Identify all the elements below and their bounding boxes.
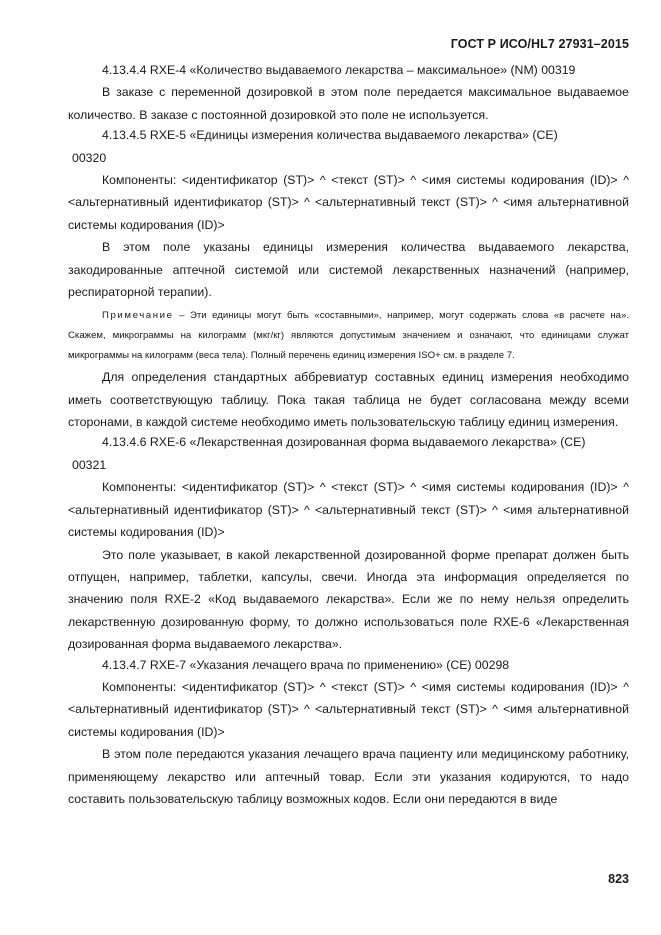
standard-header: ГОСТ Р ИСО/HL7 27931–2015 xyxy=(450,37,629,51)
section-heading: 4.13.4.7 RXE-7 «Указания лечащего врача по применению» (CE) 00298 xyxy=(102,657,510,672)
section-heading xyxy=(68,431,629,476)
page-content xyxy=(68,61,629,810)
page-number: 823 xyxy=(608,872,629,886)
note-lead: Примечание xyxy=(102,310,174,322)
section-heading: 4.13.4.4 RXE-4 «Количество выдаваемого лекарства – максимальное» (NM) 00319 xyxy=(102,63,576,77)
paragraph: Компоненты: <идентификатор (ST)> ^ <текст (ST)> ^ <имя системы кодирования (ID)> ^ <альтернативный идентификатор (ST)> ^ <альтернативный текст (ST)> ^ <имя альтернативной системы кодирования (ID)> xyxy=(68,480,629,540)
paragraph: Для определения стандартных аббревиатур составных единиц измерения необходимо иметь соответствующую таблицу. Пока такая таблица не будет согласована между всеми сторонами, в каждой системе необходимо иметь пользовательскую таблицу единиц измерения. xyxy=(68,370,629,430)
section-heading xyxy=(68,124,629,169)
section-heading-code: 00321 xyxy=(72,457,107,472)
paragraph: В этом поле передаются указания лечащего врача пациенту или медицинскому работнику, применяющему лекарство или аптечный товар. Если эти указания кодируются, то надо составить пользовательскую таблицу возможных кодов. Если они передаются в виде xyxy=(68,747,629,806)
paragraph: В заказе с переменной дозировкой в этом поле передается максимальное выдаваемое количество. В заказе с постоянной дозировкой это поле не используется. xyxy=(68,85,629,122)
paragraph: Компоненты: <идентификатор (ST)> ^ <текст (ST)> ^ <имя системы кодирования (ID)> ^ <альтернативный идентификатор (ST)> ^ <альтернативный текст (ST)> ^ <имя альтернативной системы кодирования (ID)> xyxy=(68,679,629,739)
paragraph: Компоненты: <идентификатор (ST)> ^ <текст (ST)> ^ <имя системы кодирования (ID)> ^ <альтернативный идентификатор (ST)> ^ <альтернативный текст (ST)> ^ <имя альтернативной системы кодирования (ID)> xyxy=(68,173,629,232)
paragraph: Это поле указывает, в какой лекарственной дозированной форме препарат должен быть отпущен, например, таблетки, капсулы, свечи. Иногда эта информация определяется по значению поля RXE-2 «Код выдаваемого лекарства». Если же по нему нельзя определить лекарственную дозированную форму, то должно использоваться поле RXE-6 «Лекарственная дозированная форма выдаваемого лекарства». xyxy=(68,547,629,652)
note-text: – Эти единицы могут быть «составными», например, могут содержать слова «в расчете на». Скажем, микрограммы на килограмм (мкг/кг) являются допустимым значением и означают, что единицами служат микрограммы на килограмм (веса тела). Полный перечень единиц измерения ISO+ см. в разделе 7. xyxy=(68,310,629,361)
section-heading-text: 4.13.4.6 RXE-6 «Лекарственная дозированная форма выдаваемого лекарства» (CE) xyxy=(102,435,586,450)
section-heading-code: 00320 xyxy=(72,150,107,165)
note xyxy=(68,306,629,365)
section-heading-text: 4.13.4.5 RXE-5 «Единицы измерения количества выдаваемого лекарства» (CE) xyxy=(102,128,558,143)
paragraph: В этом поле указаны единицы измерения количества выдаваемого лекарства, закодированные аптечной системой или системой лекарственных назначений (например, респираторной терапии). xyxy=(68,240,629,300)
